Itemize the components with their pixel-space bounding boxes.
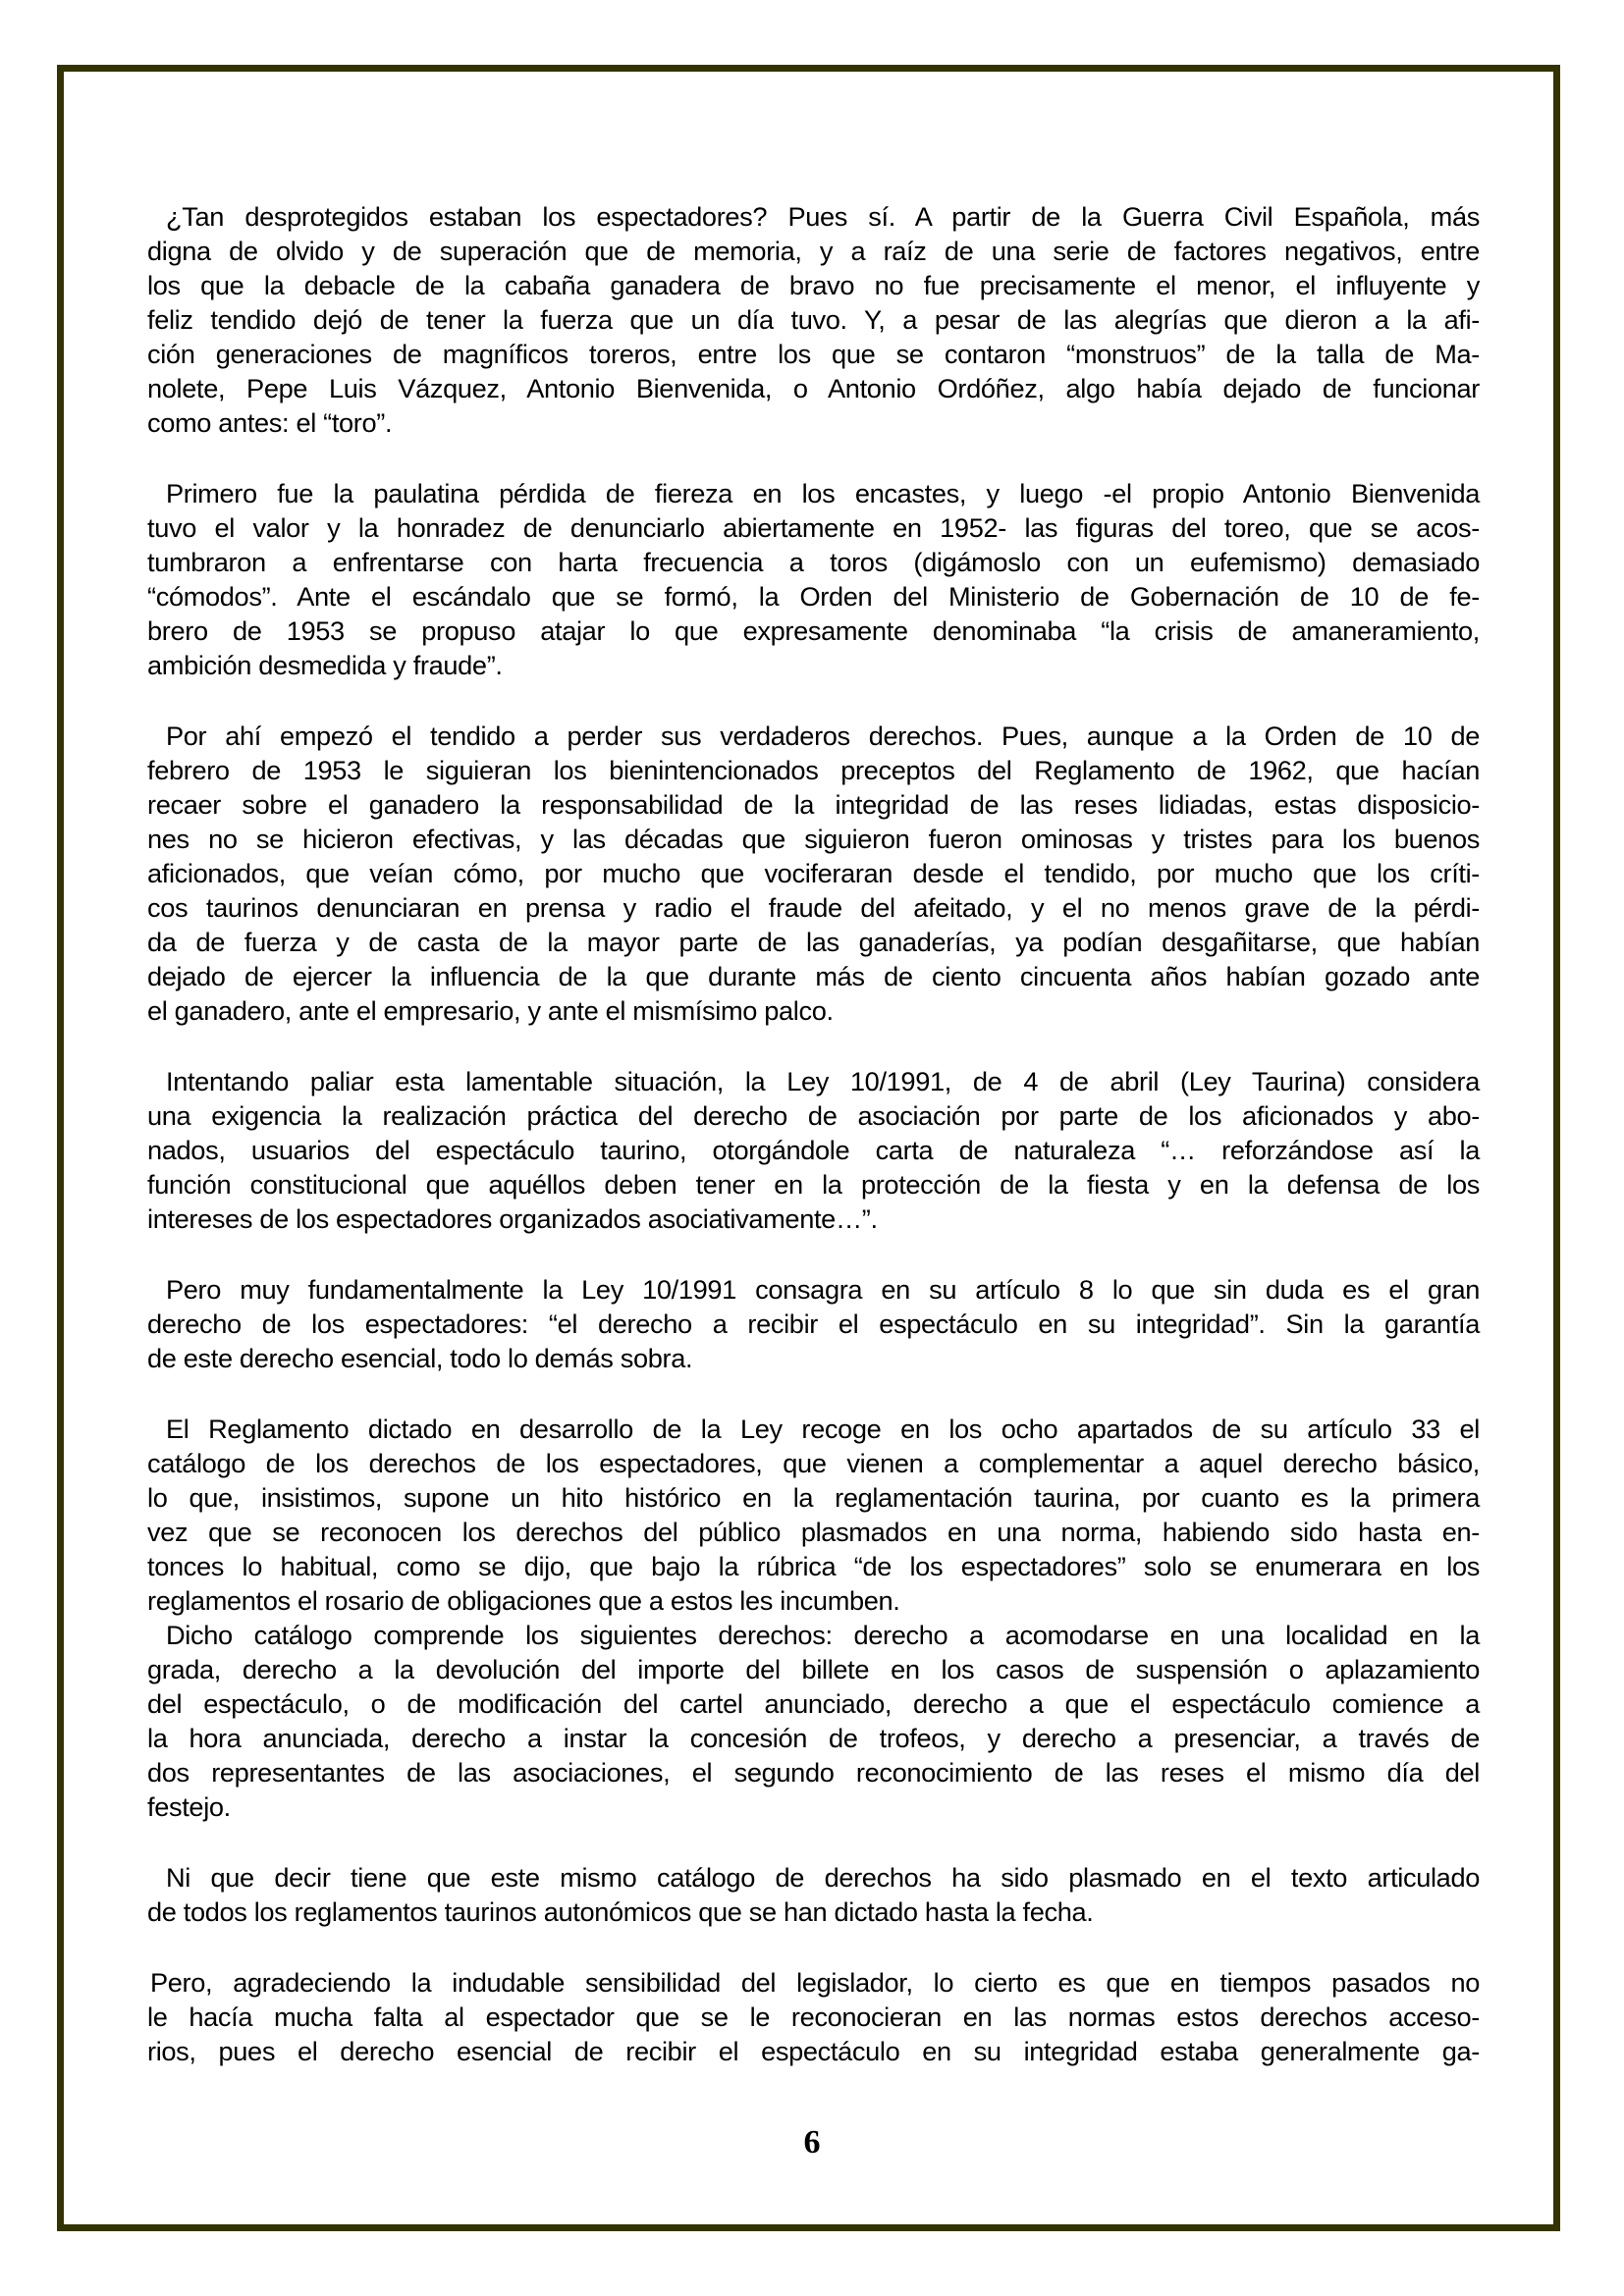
text-line: ción generaciones de magníficos toreros, entre los que se contaron “monstruos” de la talla de Ma- bbox=[147, 339, 1480, 369]
text-line: “cómodos”. Ante el escándalo que se formó, la Orden del Ministerio de Gobernación de 10 de fe- bbox=[147, 581, 1480, 612]
paragraph-6 bbox=[147, 1412, 1480, 1618]
text-line: dos representantes de las asociaciones, el segundo reconocimiento de las reses el mismo día del bbox=[147, 1757, 1480, 1788]
text-line: rios, pues el derecho esencial de recibir el espectáculo en su integridad estaba generalmente ga- bbox=[147, 2036, 1480, 2066]
text-line: digna de olvido y de superación que de memoria, y a raíz de una serie de factores negativos, entre bbox=[147, 236, 1480, 266]
text-line: Pero, agradeciendo la indudable sensibilidad del legislador, lo cierto es que en tiempos pasados no bbox=[150, 1967, 1480, 1998]
text-line: derecho de los espectadores: “el derecho a recibir el espectáculo en su integridad”. Sin la garantía bbox=[147, 1308, 1480, 1339]
text-line: ambición desmedida y fraude”. bbox=[147, 650, 503, 680]
text-line: catálogo de los derechos de los espectadores, que vienen a complementar a aquel derecho básico, bbox=[147, 1448, 1480, 1478]
text-line: cos taurinos denunciaran en prensa y radio el fraude del afeitado, y el no menos grave de la pérdi- bbox=[147, 892, 1480, 923]
paragraph-7 bbox=[147, 1618, 1480, 1824]
text-line: recaer sobre el ganadero la responsabilidad de la integridad de las reses lidiadas, estas disposicio- bbox=[147, 789, 1480, 820]
paragraph-5 bbox=[147, 1272, 1480, 1375]
paragraph-8 bbox=[147, 1860, 1480, 1929]
text-line: función constitucional que aquéllos deben tener en la protección de la fiesta y en la defensa de los bbox=[147, 1169, 1480, 1200]
text-line: tumbraron a enfrentarse con harta frecuencia a toros (digámoslo con un eufemismo) demasiado bbox=[147, 547, 1480, 577]
text-line: feliz tendido dejó de tener la fuerza que un día tuvo. Y, a pesar de las alegrías que dieron a la afi- bbox=[147, 304, 1480, 335]
text-line: como antes: el “toro”. bbox=[147, 407, 393, 438]
text-line: nolete, Pepe Luis Vázquez, Antonio Bienvenida, o Antonio Ordóñez, algo había dejado de funcionar bbox=[147, 373, 1480, 403]
paragraph-9 bbox=[147, 1965, 1480, 2068]
text-line: lo que, insistimos, supone un hito histórico en la reglamentación taurina, por cuanto es la primera bbox=[147, 1482, 1480, 1513]
text-line: tuvo el valor y la honradez de denunciarlo abiertamente en 1952- las figuras del toreo, que se acos- bbox=[147, 512, 1480, 543]
text-line: una exigencia la realización práctica del derecho de asociación por parte de los aficionados y abo- bbox=[147, 1100, 1480, 1131]
text-line: el ganadero, ante el empresario, y ante el mismísimo palco. bbox=[147, 995, 834, 1026]
text-line: grada, derecho a la devolución del importe del billete en los casos de suspensión o aplazamiento bbox=[147, 1654, 1480, 1684]
paragraph-3 bbox=[147, 719, 1480, 1028]
text-line: de todos los reglamentos taurinos autonómicos que se han dictado hasta la fecha. bbox=[147, 1896, 1094, 1927]
text-line: le hacía mucha falta al espectador que se le reconocieran en las normas estos derechos acceso- bbox=[147, 2002, 1480, 2032]
text-line: Por ahí empezó el tendido a perder sus verdaderos derechos. Pues, aunque a la Orden de 10 de bbox=[166, 721, 1480, 751]
page-number: 6 bbox=[803, 2124, 821, 2161]
text-line: Dicho catálogo comprende los siguientes derechos: derecho a acomodarse en una localidad en la bbox=[166, 1620, 1480, 1650]
text-line: nados, usuarios del espectáculo taurino, otorgándole carta de naturaleza “… reforzándose así la bbox=[147, 1135, 1480, 1165]
text-line: brero de 1953 se propuso atajar lo que expresamente denominaba “la crisis de amaneramiento, bbox=[147, 615, 1480, 646]
text-line: Primero fue la paulatina pérdida de fiereza en los encastes, y luego -el propio Antonio Bienvenida bbox=[166, 478, 1480, 508]
text-line: ¿Tan desprotegidos estaban los espectadores? Pues sí. A partir de la Guerra Civil Española, más bbox=[166, 201, 1480, 232]
text-line: del espectáculo, o de modificación del cartel anunciado, derecho a que el espectáculo comience a bbox=[147, 1688, 1480, 1719]
text-line: tonces lo habitual, como se dijo, que bajo la rúbrica “de los espectadores” solo se enumerara en los bbox=[147, 1551, 1480, 1581]
document-body bbox=[147, 199, 1480, 2068]
text-line: aficionados, que veían cómo, por mucho que vociferaran desde el tendido, por mucho que los críti- bbox=[147, 858, 1480, 888]
text-line: intereses de los espectadores organizados asociativamente…”. bbox=[147, 1203, 878, 1234]
text-line: de este derecho esencial, todo lo demás sobra. bbox=[147, 1343, 693, 1373]
text-line: febrero de 1953 le siguieran los bienintencionados preceptos del Reglamento de 1962, que hacían bbox=[147, 755, 1480, 785]
text-line: Intentando paliar esta lamentable situación, la Ley 10/1991, de 4 de abril (Ley Taurina) considera bbox=[166, 1066, 1480, 1096]
text-line: dejado de ejercer la influencia de la que durante más de ciento cincuenta años habían gozado ante bbox=[147, 961, 1480, 991]
text-line: festejo. bbox=[147, 1791, 231, 1822]
text-line: los que la debacle de la cabaña ganadera de bravo no fue precisamente el menor, el influyente y bbox=[147, 270, 1480, 300]
text-line: El Reglamento dictado en desarrollo de la Ley recoge en los ocho apartados de su artículo 33 el bbox=[166, 1414, 1480, 1444]
paragraph-2 bbox=[147, 476, 1480, 682]
text-line: reglamentos el rosario de obligaciones que a estos les incumben. bbox=[147, 1585, 900, 1616]
text-line: vez que se reconocen los derechos del público plasmados en una norma, habiendo sido hasta en- bbox=[147, 1517, 1480, 1547]
text-line: nes no se hicieron efectivas, y las décadas que siguieron fueron ominosas y tristes para los buenos bbox=[147, 824, 1480, 854]
text-line: la hora anunciada, derecho a instar la concesión de trofeos, y derecho a presenciar, a través de bbox=[147, 1723, 1480, 1753]
paragraph-4 bbox=[147, 1064, 1480, 1236]
text-line: da de fuerza y de casta de la mayor parte de las ganaderías, ya podían desgañitarse, que habían bbox=[147, 927, 1480, 957]
text-line: Pero muy fundamentalmente la Ley 10/1991 consagra en su artículo 8 lo que sin duda es el gran bbox=[166, 1274, 1480, 1305]
text-line: Ni que decir tiene que este mismo catálogo de derechos ha sido plasmado en el texto articulado bbox=[166, 1862, 1480, 1893]
paragraph-1 bbox=[147, 199, 1480, 440]
